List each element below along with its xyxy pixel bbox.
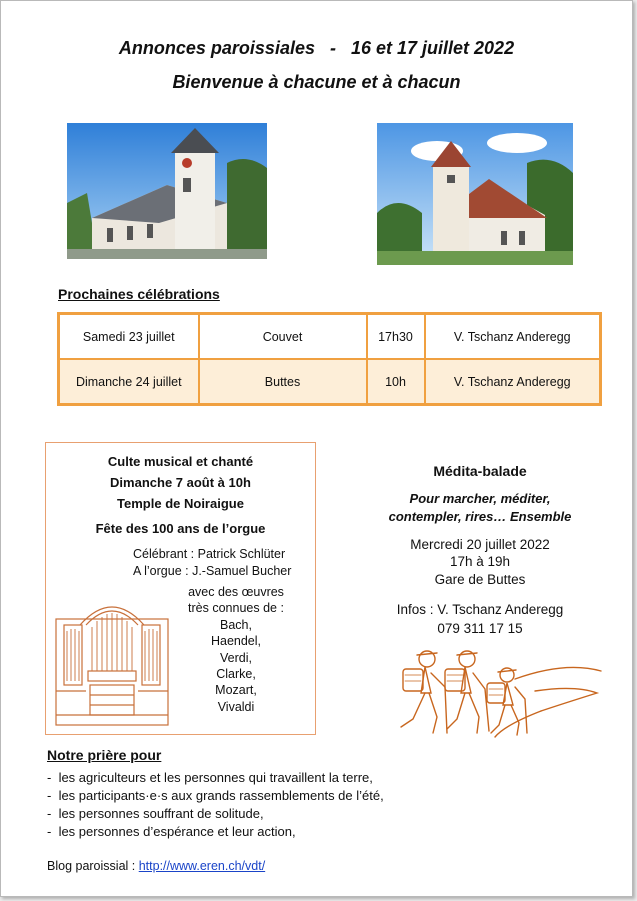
list-item: - les personnes souffrant de solitude, <box>47 805 384 823</box>
culte-musical-box <box>45 442 316 735</box>
medita-date: Mercredi 20 juillet 2022 <box>410 537 550 552</box>
page-subtitle: Bienvenue à chacune et à chacun <box>172 72 461 92</box>
medita-info: Infos : V. Tschanz Anderegg <box>396 602 564 617</box>
blog-label: Blog paroissial : <box>47 859 139 873</box>
medita-phone: 079 311 17 15 <box>437 621 523 636</box>
celebration-day: Samedi 23 juillet <box>59 314 199 360</box>
culte-title: Culte musical et chanté <box>107 454 254 469</box>
celebration-place: Couvet <box>199 314 367 360</box>
celebration-celebrant: V. Tschanz Anderegg <box>425 359 601 405</box>
celebration-celebrant: V. Tschanz Anderegg <box>425 314 601 360</box>
culte-date: Dimanche 7 août à 10h <box>110 475 251 490</box>
hikers-icon <box>365 641 605 741</box>
culte-celebrant: Célébrant : Patrick Schlüter <box>133 547 286 561</box>
composer: Clarke, <box>216 667 256 682</box>
composer: Vivaldi <box>217 699 255 714</box>
list-item: - les participants·e·s aux grands rassemblements de l’été, <box>47 787 384 805</box>
celebrations-table <box>57 312 602 406</box>
celebrations-heading: Prochaines célébrations <box>58 286 220 302</box>
celebration-time: 10h <box>367 359 425 405</box>
table-row <box>59 314 601 360</box>
prayer-heading: Notre prière pour <box>47 747 162 763</box>
prayer-list <box>47 769 384 841</box>
medita-title: Médita-balade <box>433 463 527 479</box>
celebration-place: Buttes <box>199 359 367 405</box>
medita-place: Gare de Buttes <box>434 572 526 587</box>
church-buttes-photo <box>377 123 573 265</box>
celebration-time: 17h30 <box>367 314 425 360</box>
celebration-day: Dimanche 24 juillet <box>59 359 199 405</box>
page-title: Annonces paroissiales - 16 et 17 juillet 2022 <box>118 38 515 58</box>
culte-organist: A l’orgue : J.-Samuel Bucher <box>133 564 292 578</box>
medita-tagline: Pour marcher, méditer, <box>409 491 551 506</box>
table-row <box>59 359 601 405</box>
culte-occasion: Fête des 100 ans de l’orgue <box>95 521 266 536</box>
medita-tagline: contempler, rires… Ensemble <box>388 509 572 524</box>
list-item: - les agriculteurs et les personnes qui travaillent la terre, <box>47 769 384 787</box>
blog-link[interactable]: http://www.eren.ch/vdt/ <box>138 859 266 873</box>
composer: Mozart, <box>215 683 257 698</box>
works-intro: très connues de : <box>188 601 284 616</box>
works-intro: avec des œuvres <box>188 585 284 599</box>
composer: Haendel, <box>210 634 262 649</box>
blog-line <box>47 859 265 873</box>
composer: Verdi, <box>220 650 252 665</box>
medita-hours: 17h à 19h <box>449 554 511 569</box>
list-item: - les personnes d’espérance et leur action, <box>47 823 384 841</box>
culte-place: Temple de Noiraigue <box>117 496 244 511</box>
composer: Bach, <box>220 617 252 632</box>
organ-icon <box>50 591 174 729</box>
church-couvet-photo <box>67 123 267 259</box>
composer-list <box>181 584 291 715</box>
